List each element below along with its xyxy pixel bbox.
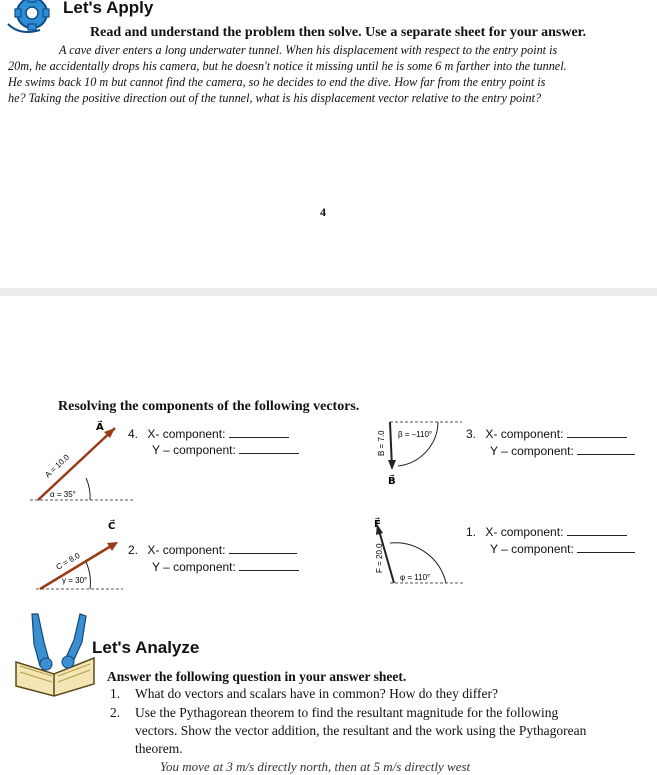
item-4-y-blank[interactable] [239,453,299,454]
vector-c-angle: γ = 30° [62,576,88,585]
item-4-number: 4. [128,427,139,441]
vector-f-magnitude: F = 20.0 [375,543,384,573]
item-2 [128,543,297,557]
item-4-x-blank[interactable] [229,437,289,438]
resolving-title: Resolving the components of the following vectors. [58,399,360,414]
problem-line-3: He swims back 10 m but cannot find the camera, so he decides to end the dive. How far from the entry point is [8,75,546,89]
question-2-number: 2. [110,705,121,720]
item-4-y [152,443,299,457]
question-2-line-3: theorem. [135,741,183,756]
item-2-y [152,560,299,574]
item-3 [466,427,627,441]
question-1-number: 1. [110,686,121,701]
vector-c-symbol: C⃗ [108,521,116,532]
item-1-x-label: X- component: [485,525,564,539]
vector-b-magnitude: B = 7.0 [377,430,386,456]
question-1 [110,686,499,702]
apply-instruction: Read and understand the problem then solve. Use a separate sheet for your answer. [90,25,587,40]
vector-a-symbol: A⃗ [96,422,104,433]
open-book-icon [10,612,102,698]
item-3-number: 3. [466,427,477,441]
vector-a-diagram [20,420,140,510]
problem-line-2: 20m, he accidentally drops his camera, but he doesn't notice it missing until he is some 6 m farther into the tunnel. [8,59,567,73]
page-number: 4 [320,205,326,219]
gear-icon [0,0,60,36]
vector-b-diagram [370,418,465,488]
item-1-y-label: Y – component: [490,542,574,556]
question-2-line-2: vectors. Show the vector addition, the resultant and the work using the Pythagorean [135,723,587,738]
question-2-line-1: Use the Pythagorean theorem to find the resultant magnitude for the following [135,705,559,720]
vector-b-symbol: B⃗ [388,476,396,487]
question-1-text: What do vectors and scalars have in common? How do they differ? [135,686,499,701]
vector-b-angle: β = –110° [398,430,433,439]
item-3-y [490,444,635,458]
item-1-y [490,542,635,556]
apply-title: Let's Apply [63,0,154,17]
item-3-x-label: X- component: [485,427,564,441]
analyze-title: Let's Analyze [92,638,200,657]
item-1-x-blank[interactable] [567,535,627,536]
question-2a-cutoff: You move at 3 m/s directly north, then at 5 m/s directly west [160,759,471,774]
item-1-y-blank[interactable] [577,552,635,553]
item-2-x-blank[interactable] [229,553,297,554]
item-4-y-label: Y – component: [152,443,236,457]
analyze-instruction: Answer the following question in your answer sheet. [107,669,407,684]
item-1 [466,525,627,539]
item-2-y-label: Y – component: [152,560,236,574]
item-2-y-blank[interactable] [239,570,299,571]
item-1-number: 1. [466,525,477,539]
vector-f-angle: φ = 110° [400,573,431,582]
vector-a-magnitude: A = 10.0 [43,452,72,480]
item-3-y-blank[interactable] [577,454,635,455]
vector-f-diagram [368,515,468,590]
vector-c-magnitude: C = 8.0 [54,550,82,572]
page-break [0,288,657,296]
vector-f-symbol: F⃗ [374,519,381,530]
vector-a-angle: α = 35° [50,490,76,499]
vector-c-diagram [28,515,128,595]
item-3-y-label: Y – component: [490,444,574,458]
problem-line-1: A cave diver enters a long underwater tunnel. When his displacement with respect to the entry point is [59,43,558,57]
item-2-number: 2. [128,543,139,557]
item-3-x-blank[interactable] [567,437,627,438]
item-2-x-label: X- component: [147,543,226,557]
item-4 [128,427,289,441]
item-4-x-label: X- component: [147,427,226,441]
problem-line-4: he? Taking the positive direction out of the tunnel, what is his displacement vector relative to the entry point? [8,91,542,105]
